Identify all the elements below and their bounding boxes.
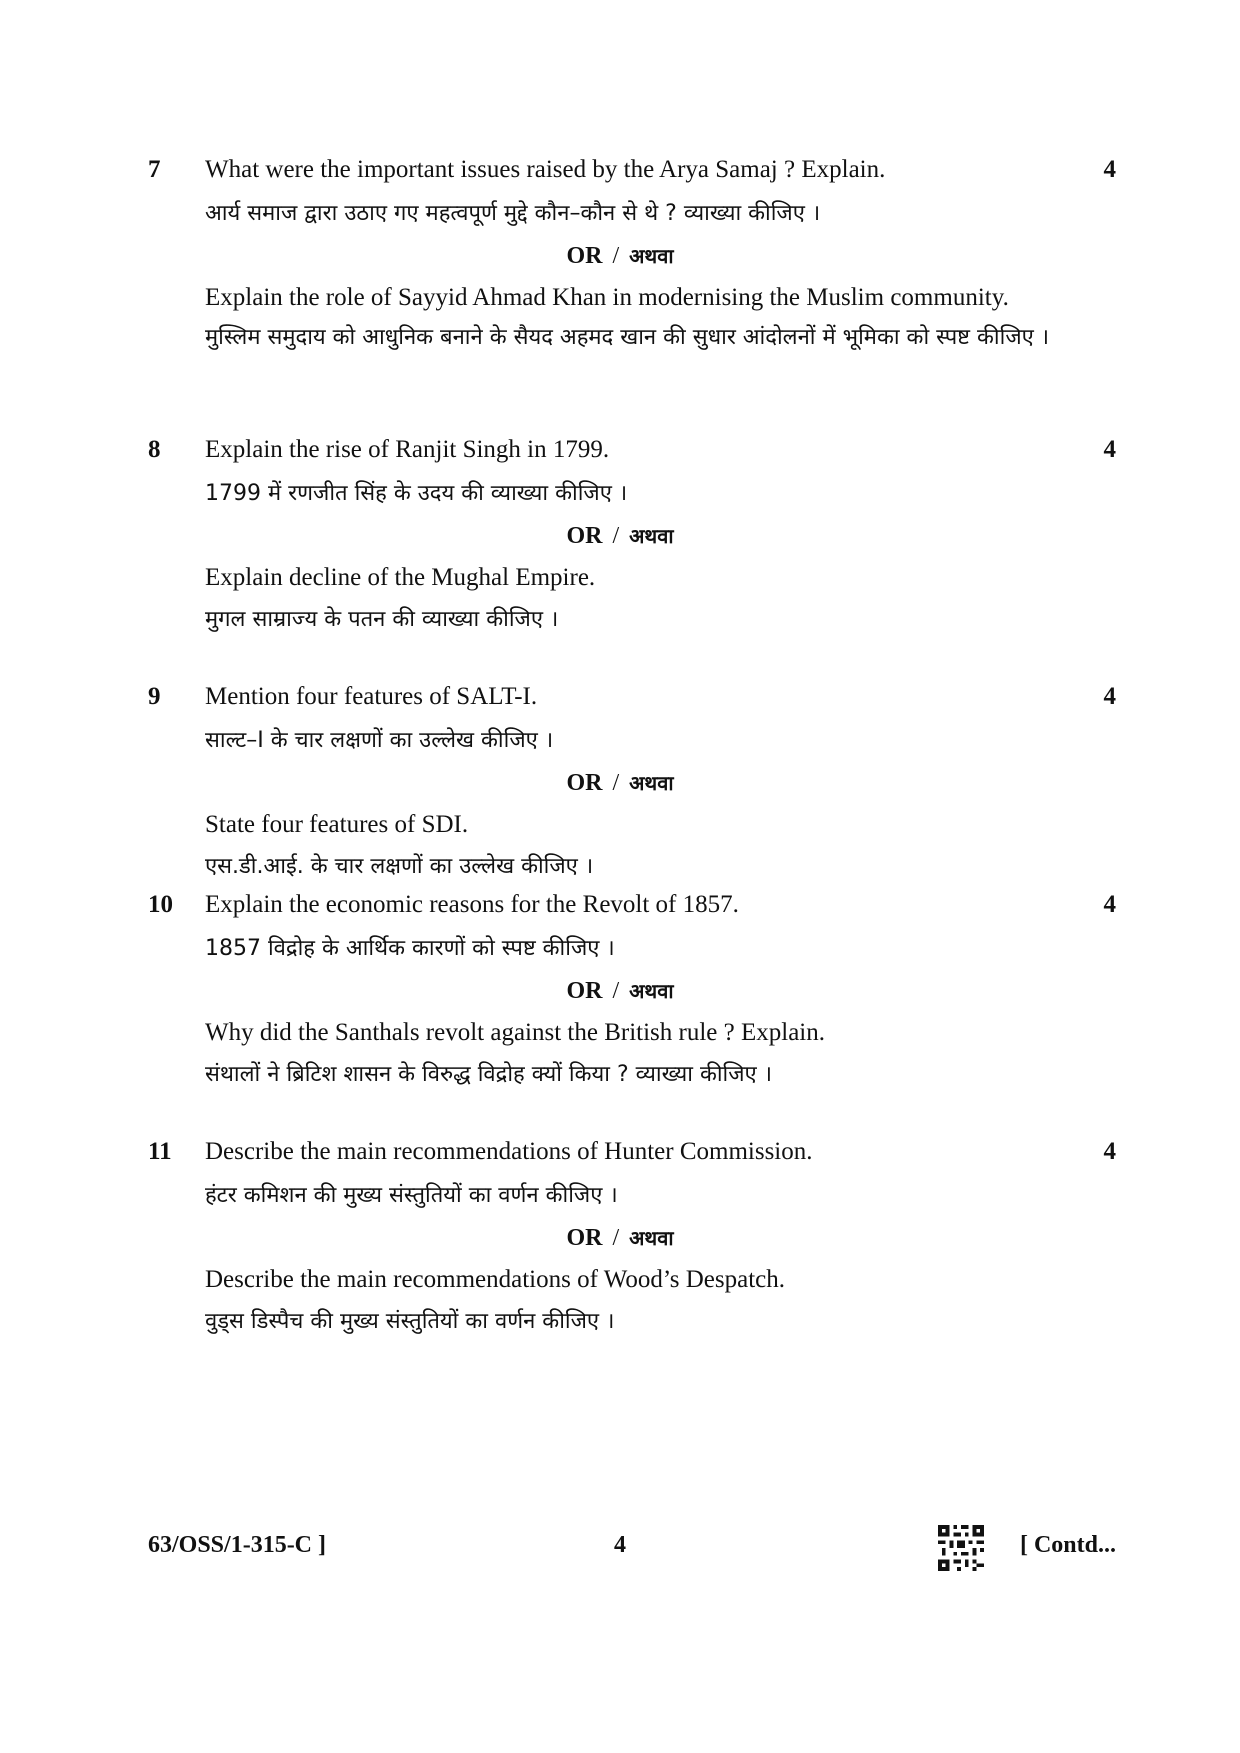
question-number: 8 xyxy=(148,436,161,463)
or-label-hi: अथवा xyxy=(629,524,674,548)
question-number: 7 xyxy=(148,156,161,183)
or-separator: / xyxy=(612,523,620,549)
question-text-hi: साल्ट–I के चार लक्षणों का उल्लेख कीजिए । xyxy=(205,728,554,753)
question-text-hi: हंटर कमिशन की मुख्य संस्तुतियों का वर्णन कीजिए । xyxy=(205,1183,618,1208)
or-separator: / xyxy=(612,1225,620,1251)
question-marks: 4 xyxy=(1103,156,1116,183)
or-label-hi: अथवा xyxy=(629,979,674,1003)
or-divider xyxy=(0,241,1240,271)
or-separator: / xyxy=(612,243,620,269)
question-text-en: Explain the rise of Ranjit Singh in 1799. xyxy=(205,436,610,463)
or-label-en: OR xyxy=(566,978,603,1004)
page-number: 4 xyxy=(614,1532,626,1558)
question-text-en: Explain the economic reasons for the Revolt of 1857. xyxy=(205,891,739,918)
question-text-hi: 1799 में रणजीत सिंह के उदय की व्याख्या कीजिए । xyxy=(205,481,628,506)
or-divider xyxy=(0,521,1240,551)
question-marks: 4 xyxy=(1103,683,1116,710)
question-text-en: What were the important issues raised by the Arya Samaj ? Explain. xyxy=(205,156,886,183)
or-label-hi: अथवा xyxy=(629,1226,674,1250)
alt-question-text-en: Explain the role of Sayyid Ahmad Khan in modernising the Muslim community. xyxy=(205,284,1009,311)
alt-question-text-hi: संथालों ने ब्रिटिश शासन के विरुद्ध विद्रोह क्यों किया ? व्याख्या कीजिए । xyxy=(205,1062,773,1087)
or-divider xyxy=(0,768,1240,798)
or-divider xyxy=(0,976,1240,1006)
alt-question-text-hi: मुगल साम्राज्य के पतन की व्याख्या कीजिए । xyxy=(205,607,559,632)
or-label-hi: अथवा xyxy=(629,244,674,268)
question-number: 9 xyxy=(148,683,161,710)
alt-question-text-en: Explain decline of the Mughal Empire. xyxy=(205,564,596,591)
or-label-en: OR xyxy=(566,770,603,796)
continued-label: [ Contd... xyxy=(1019,1532,1116,1558)
page-footer xyxy=(0,1525,1240,1565)
or-label-en: OR xyxy=(566,243,603,269)
question-marks: 4 xyxy=(1103,1138,1116,1165)
or-separator: / xyxy=(612,978,620,1004)
question-text-hi: 1857 विद्रोह के आर्थिक कारणों को स्पष्ट कीजिए । xyxy=(205,936,615,961)
alt-question-text-en: State four features of SDI. xyxy=(205,811,469,838)
or-separator: / xyxy=(612,770,620,796)
question-text-en: Describe the main recommendations of Hunter Commission. xyxy=(205,1138,813,1165)
question-marks: 4 xyxy=(1103,891,1116,918)
or-label-hi: अथवा xyxy=(629,771,674,795)
alt-question-text-hi: मुस्लिम समुदाय को आधुनिक बनाने के सैयद अहमद खान की सुधार आंदोलनों में भूमिका को स्पष्ट कीजिए । xyxy=(205,325,1050,350)
question-marks: 4 xyxy=(1103,436,1116,463)
question-text-en: Mention four features of SALT-I. xyxy=(205,683,538,710)
alt-question-text-hi: एस.डी.आई. के चार लक्षणों का उल्लेख कीजिए । xyxy=(205,854,594,879)
or-divider xyxy=(0,1223,1240,1253)
question-number: 10 xyxy=(148,891,173,918)
or-label-en: OR xyxy=(566,523,603,549)
alt-question-text-hi: वुड्स डिस्पैच की मुख्य संस्तुतियों का वर्णन कीजिए । xyxy=(205,1309,615,1334)
qr-code-icon xyxy=(938,1525,984,1571)
question-number: 11 xyxy=(148,1138,172,1165)
alt-question-text-en: Why did the Santhals revolt against the British rule ? Explain. xyxy=(205,1019,826,1046)
paper-code: 63/OSS/1-315-C ] xyxy=(148,1532,327,1558)
alt-question-text-en: Describe the main recommendations of Wood’s Despatch. xyxy=(205,1266,786,1293)
or-label-en: OR xyxy=(566,1225,603,1251)
question-text-hi: आर्य समाज द्वारा उठाए गए महत्वपूर्ण मुद्दे कौन–कौन से थे ? व्याख्या कीजिए । xyxy=(205,201,821,226)
